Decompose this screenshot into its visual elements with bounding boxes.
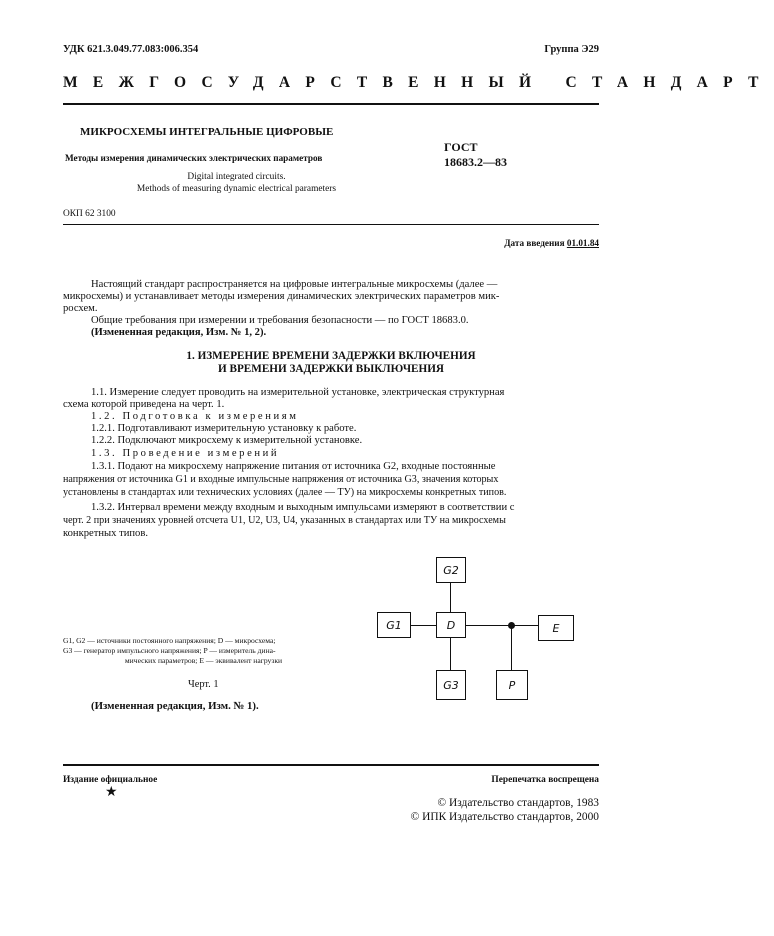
- intro-line-1: Настоящий стандарт распространяется на цифровые интегральные микросхемы (далее —: [91, 279, 498, 290]
- figure-amendment: (Измененная редакция, Изм. № 1).: [91, 700, 259, 712]
- block-d: D: [436, 612, 466, 638]
- okp-code: ОКП 62 3100: [63, 209, 116, 219]
- document-subtitle: Методы измерения динамических электрических параметров: [65, 153, 323, 163]
- wire-d-g3: [450, 638, 451, 670]
- english-title-line-2: Methods of measuring dynamic electrical parameters: [136, 184, 337, 194]
- block-g3: G3: [436, 670, 466, 700]
- general-requirements: Общие требования при измерении и требования безопасности — по ГОСТ 18683.0.: [91, 315, 469, 326]
- clause-1-3-1-line-3: установлены в стандартах или технических условиях (далее — ТУ) на микросхемы конкретных типов.: [63, 487, 507, 498]
- block-p: P: [496, 670, 528, 700]
- wire-g2-d: [450, 583, 451, 612]
- clause-1-3-1-line-1: 1.3.1. Подают на микросхему напряжение питания от источника G2, входные постоянные: [91, 461, 496, 472]
- clause-1-3-2-line-2: черт. 2 при значениях уровней отсчета U1, U2, U3, U4, указанных в стандартах или ТУ на микросхемы: [63, 515, 506, 526]
- clause-1-3-2-line-3: конкретных типов.: [63, 528, 148, 539]
- legend-line-1: G1, G2 — источники постоянного напряжения; D — микросхема;: [63, 636, 276, 645]
- title-rule: [63, 224, 599, 225]
- clause-1-2-1: 1.2.1. Подготавливают измерительную установку к работе.: [91, 423, 357, 434]
- header-rule: [63, 103, 599, 105]
- wire-d-e: [466, 625, 538, 626]
- footer-rule: [63, 764, 599, 766]
- block-e: E: [538, 615, 574, 641]
- intro-line-2: микросхемы) и устанавливает методы измерения динамических электрических параметров мик-: [63, 291, 500, 302]
- english-title-line-1: Digital integrated circuits.: [187, 172, 286, 182]
- group-code: Группа Э29: [544, 44, 599, 55]
- section-1-heading-line-1: 1. ИЗМЕРЕНИЕ ВРЕМЕНИ ЗАДЕРЖКИ ВКЛЮЧЕНИЯ: [186, 350, 476, 362]
- legend-line-3: мических параметров; E — эквивалент нагрузки: [124, 656, 283, 665]
- clause-1-2-heading: 1.2. Подготовка к измерениям: [91, 411, 299, 422]
- document-title: МИКРОСХЕМЫ ИНТЕГРАЛЬНЫЕ ЦИФРОВЫЕ: [80, 126, 334, 138]
- gost-number: 18683.2—83: [444, 155, 507, 169]
- star-icon: ★: [105, 785, 118, 800]
- clause-1-2-2: 1.2.2. Подключают микросхему к измерительной установке.: [91, 435, 363, 446]
- copyright-2000: © ИПК Издательство стандартов, 2000: [410, 811, 599, 823]
- clause-1-3-heading: 1.3. Проведение измерений: [91, 448, 280, 459]
- reprint-prohibited: Перепечатка воспрещена: [491, 775, 599, 785]
- intro-line-3: росхем.: [63, 303, 98, 314]
- clause-1-3-1-line-2: напряжения от источника G1 и входные импульсные напряжения от источника G3, значения которых: [63, 474, 499, 485]
- block-g1: G1: [377, 612, 411, 638]
- intro-amendment: (Измененная редакция, Изм. № 1, 2).: [91, 327, 267, 338]
- copyright-1983: © Издательство стандартов, 1983: [437, 797, 599, 809]
- introduction-date: [504, 238, 599, 248]
- clause-1-1-line-1: 1.1. Измерение следует проводить на измерительной установке, электрическая структурная: [91, 387, 505, 398]
- clause-1-1-line-2: схема которой приведена на черт. 1.: [63, 399, 225, 410]
- introduction-date-value: 01.01.84: [566, 238, 599, 248]
- wire-g1-d: [410, 625, 436, 626]
- block-g2: G2: [436, 557, 466, 583]
- legend-line-2: G3 — генератор импульсного напряжения; P — измеритель дина-: [63, 646, 276, 655]
- udk-code: УДК 621.3.049.77.083:006.354: [63, 44, 199, 55]
- introduction-date-label: Дата введения: [504, 238, 565, 248]
- junction-dot: [508, 622, 515, 629]
- standard-type-title: МЕЖГОСУДАРСТВЕННЫЙ СТАНДАРТ: [63, 74, 774, 91]
- section-1-heading-line-2: И ВРЕМЕНИ ЗАДЕРЖКИ ВЫКЛЮЧЕНИЯ: [218, 363, 444, 375]
- figure-caption: Черт. 1: [188, 679, 219, 690]
- clause-1-3-2-line-1: 1.3.2. Интервал времени между входным и выходным импульсами измеряют в соответствии с: [91, 502, 515, 513]
- figure-legend: [63, 636, 344, 666]
- official-edition: Издание официальное: [63, 775, 158, 785]
- gost-label: ГОСТ: [444, 140, 478, 154]
- wire-node-p: [511, 625, 512, 670]
